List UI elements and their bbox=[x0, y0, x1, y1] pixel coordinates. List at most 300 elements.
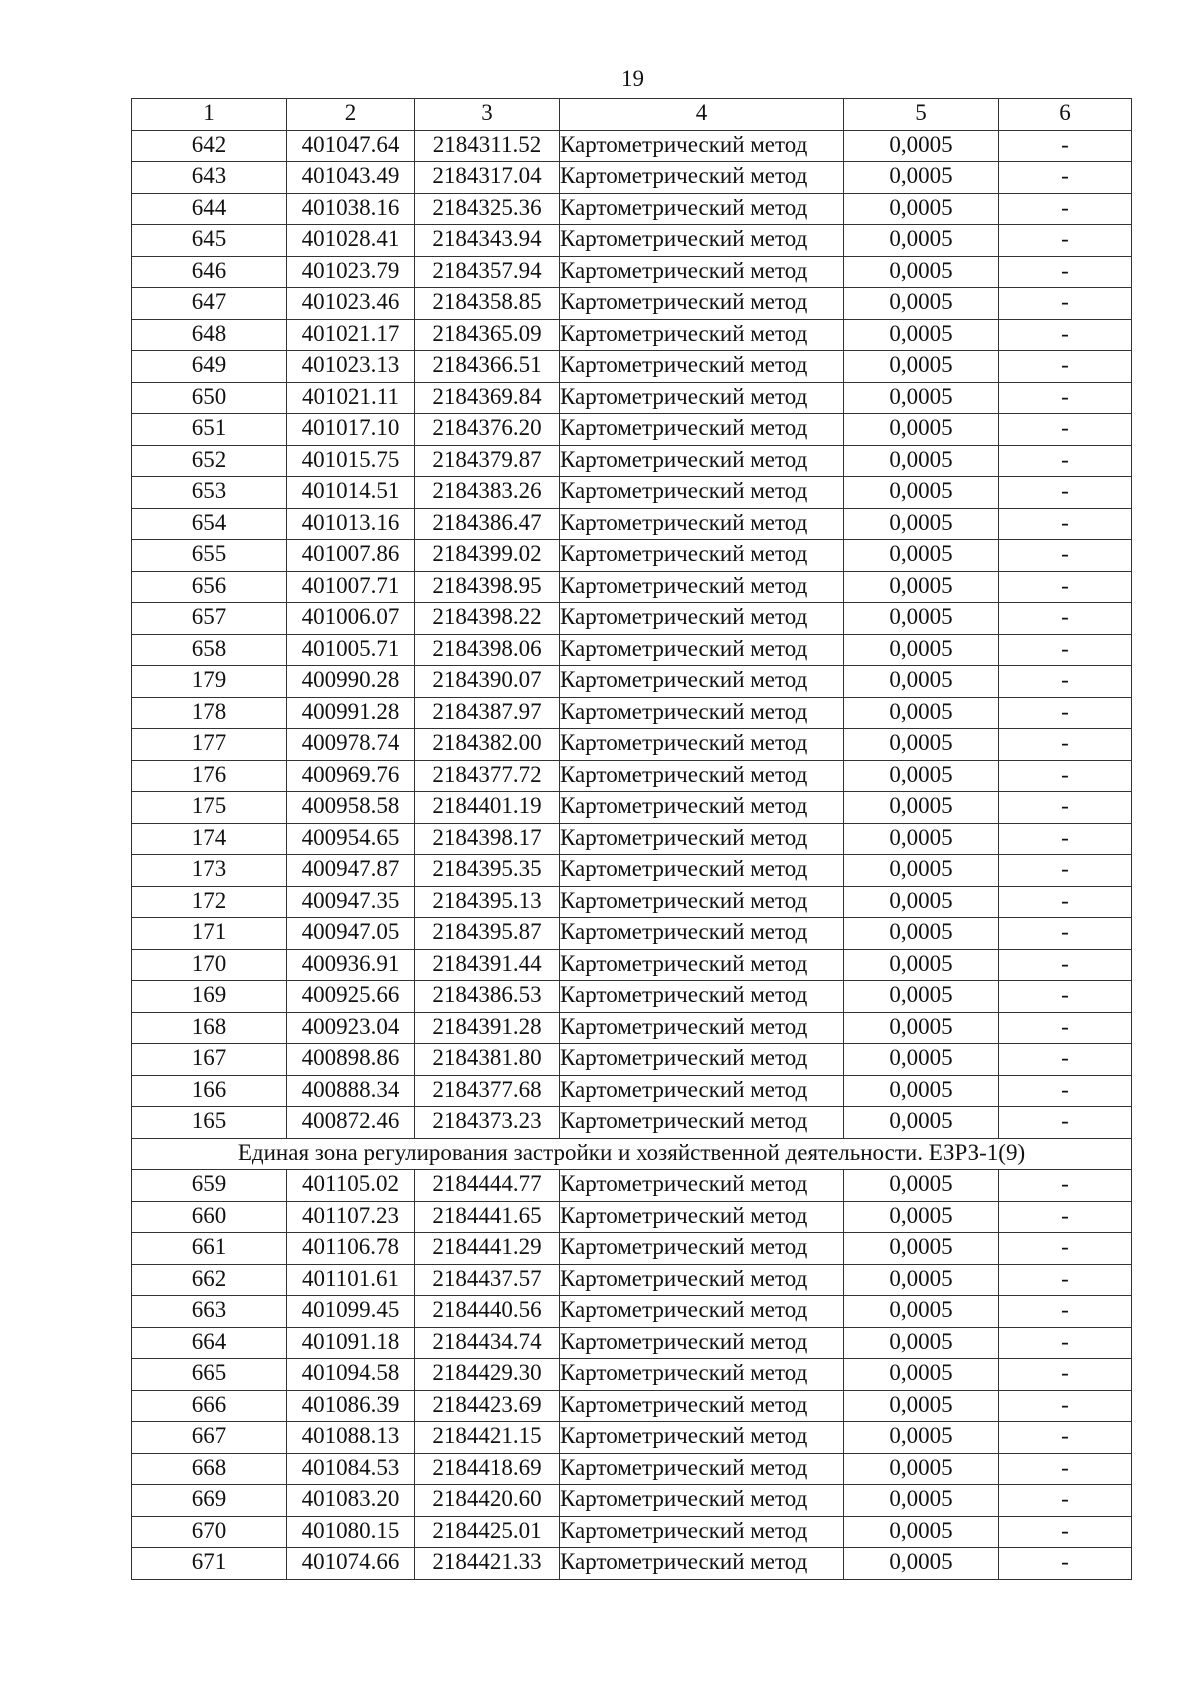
x-coordinate-cell: 401088.13 bbox=[287, 1422, 415, 1454]
x-coordinate-cell: 401023.13 bbox=[287, 351, 415, 383]
description-cell: - bbox=[999, 351, 1132, 383]
y-coordinate-cell: 2184434.74 bbox=[415, 1327, 560, 1359]
description-cell: - bbox=[999, 1107, 1132, 1139]
method-cell: Картометрический метод bbox=[560, 477, 844, 509]
y-coordinate-cell: 2184401.19 bbox=[415, 792, 560, 824]
point-number-cell: 660 bbox=[132, 1201, 287, 1233]
y-coordinate-cell: 2184366.51 bbox=[415, 351, 560, 383]
table-row bbox=[132, 886, 1132, 918]
description-cell: - bbox=[999, 540, 1132, 572]
y-coordinate-cell: 2184395.13 bbox=[415, 886, 560, 918]
y-coordinate-cell: 2184395.87 bbox=[415, 918, 560, 950]
point-number-cell: 175 bbox=[132, 792, 287, 824]
method-cell: Картометрический метод bbox=[560, 571, 844, 603]
section-title-row bbox=[132, 1138, 1132, 1170]
method-cell: Картометрический метод bbox=[560, 603, 844, 635]
point-number-cell: 668 bbox=[132, 1453, 287, 1485]
point-number-cell: 168 bbox=[132, 1012, 287, 1044]
description-cell: - bbox=[999, 634, 1132, 666]
x-coordinate-cell: 400947.87 bbox=[287, 855, 415, 887]
point-number-cell: 652 bbox=[132, 445, 287, 477]
accuracy-cell: 0,0005 bbox=[844, 760, 999, 792]
table-row bbox=[132, 823, 1132, 855]
method-cell: Картометрический метод bbox=[560, 760, 844, 792]
x-coordinate-cell: 401005.71 bbox=[287, 634, 415, 666]
y-coordinate-cell: 2184423.69 bbox=[415, 1390, 560, 1422]
accuracy-cell: 0,0005 bbox=[844, 1012, 999, 1044]
method-cell: Картометрический метод bbox=[560, 1548, 844, 1580]
method-cell: Картометрический метод bbox=[560, 130, 844, 162]
column-header: 4 bbox=[560, 99, 844, 131]
table-row bbox=[132, 1485, 1132, 1517]
table-row bbox=[132, 288, 1132, 320]
y-coordinate-cell: 2184386.53 bbox=[415, 981, 560, 1013]
method-cell: Картометрический метод bbox=[560, 1516, 844, 1548]
table-row bbox=[132, 1012, 1132, 1044]
y-coordinate-cell: 2184382.00 bbox=[415, 729, 560, 761]
y-coordinate-cell: 2184444.77 bbox=[415, 1170, 560, 1202]
description-cell: - bbox=[999, 288, 1132, 320]
y-coordinate-cell: 2184358.85 bbox=[415, 288, 560, 320]
accuracy-cell: 0,0005 bbox=[844, 1359, 999, 1391]
method-cell: Картометрический метод bbox=[560, 1075, 844, 1107]
description-cell: - bbox=[999, 1075, 1132, 1107]
y-coordinate-cell: 2184398.22 bbox=[415, 603, 560, 635]
x-coordinate-cell: 401105.02 bbox=[287, 1170, 415, 1202]
x-coordinate-cell: 401015.75 bbox=[287, 445, 415, 477]
y-coordinate-cell: 2184325.36 bbox=[415, 193, 560, 225]
point-number-cell: 657 bbox=[132, 603, 287, 635]
description-cell: - bbox=[999, 918, 1132, 950]
x-coordinate-cell: 401094.58 bbox=[287, 1359, 415, 1391]
point-number-cell: 649 bbox=[132, 351, 287, 383]
column-header: 5 bbox=[844, 99, 999, 131]
description-cell: - bbox=[999, 571, 1132, 603]
table-row bbox=[132, 193, 1132, 225]
y-coordinate-cell: 2184441.29 bbox=[415, 1233, 560, 1265]
description-cell: - bbox=[999, 1485, 1132, 1517]
table-row bbox=[132, 382, 1132, 414]
point-number-cell: 170 bbox=[132, 949, 287, 981]
y-coordinate-cell: 2184437.57 bbox=[415, 1264, 560, 1296]
point-number-cell: 653 bbox=[132, 477, 287, 509]
description-cell: - bbox=[999, 949, 1132, 981]
accuracy-cell: 0,0005 bbox=[844, 634, 999, 666]
accuracy-cell: 0,0005 bbox=[844, 1107, 999, 1139]
method-cell: Картометрический метод bbox=[560, 1327, 844, 1359]
point-number-cell: 669 bbox=[132, 1485, 287, 1517]
point-number-cell: 176 bbox=[132, 760, 287, 792]
point-number-cell: 177 bbox=[132, 729, 287, 761]
x-coordinate-cell: 401086.39 bbox=[287, 1390, 415, 1422]
y-coordinate-cell: 2184398.95 bbox=[415, 571, 560, 603]
accuracy-cell: 0,0005 bbox=[844, 1296, 999, 1328]
accuracy-cell: 0,0005 bbox=[844, 1390, 999, 1422]
point-number-cell: 171 bbox=[132, 918, 287, 950]
description-cell: - bbox=[999, 981, 1132, 1013]
y-coordinate-cell: 2184398.06 bbox=[415, 634, 560, 666]
y-coordinate-cell: 2184399.02 bbox=[415, 540, 560, 572]
description-cell: - bbox=[999, 1327, 1132, 1359]
table-row bbox=[132, 1516, 1132, 1548]
x-coordinate-cell: 401021.17 bbox=[287, 319, 415, 351]
accuracy-cell: 0,0005 bbox=[844, 792, 999, 824]
accuracy-cell: 0,0005 bbox=[844, 414, 999, 446]
point-number-cell: 650 bbox=[132, 382, 287, 414]
table-row bbox=[132, 1296, 1132, 1328]
description-cell: - bbox=[999, 414, 1132, 446]
method-cell: Картометрический метод bbox=[560, 1390, 844, 1422]
accuracy-cell: 0,0005 bbox=[844, 1264, 999, 1296]
accuracy-cell: 0,0005 bbox=[844, 823, 999, 855]
y-coordinate-cell: 2184421.33 bbox=[415, 1548, 560, 1580]
table-row bbox=[132, 1201, 1132, 1233]
y-coordinate-cell: 2184365.09 bbox=[415, 319, 560, 351]
x-coordinate-cell: 400898.86 bbox=[287, 1044, 415, 1076]
method-cell: Картометрический метод bbox=[560, 1264, 844, 1296]
accuracy-cell: 0,0005 bbox=[844, 855, 999, 887]
table-row bbox=[132, 634, 1132, 666]
column-header: 3 bbox=[415, 99, 560, 131]
accuracy-cell: 0,0005 bbox=[844, 603, 999, 635]
table-row bbox=[132, 1327, 1132, 1359]
table-row bbox=[132, 162, 1132, 194]
table-row bbox=[132, 666, 1132, 698]
description-cell: - bbox=[999, 382, 1132, 414]
description-cell: - bbox=[999, 886, 1132, 918]
accuracy-cell: 0,0005 bbox=[844, 1422, 999, 1454]
y-coordinate-cell: 2184357.94 bbox=[415, 256, 560, 288]
y-coordinate-cell: 2184343.94 bbox=[415, 225, 560, 257]
y-coordinate-cell: 2184440.56 bbox=[415, 1296, 560, 1328]
table-header-row bbox=[132, 99, 1132, 131]
column-header: 1 bbox=[132, 99, 287, 131]
accuracy-cell: 0,0005 bbox=[844, 508, 999, 540]
table-row bbox=[132, 1422, 1132, 1454]
method-cell: Картометрический метод bbox=[560, 918, 844, 950]
table-row bbox=[132, 729, 1132, 761]
method-cell: Картометрический метод bbox=[560, 414, 844, 446]
table-row bbox=[132, 1107, 1132, 1139]
method-cell: Картометрический метод bbox=[560, 351, 844, 383]
point-number-cell: 670 bbox=[132, 1516, 287, 1548]
table-row bbox=[132, 1075, 1132, 1107]
accuracy-cell: 0,0005 bbox=[844, 540, 999, 572]
x-coordinate-cell: 401091.18 bbox=[287, 1327, 415, 1359]
x-coordinate-cell: 401083.20 bbox=[287, 1485, 415, 1517]
accuracy-cell: 0,0005 bbox=[844, 949, 999, 981]
description-cell: - bbox=[999, 760, 1132, 792]
method-cell: Картометрический метод bbox=[560, 540, 844, 572]
x-coordinate-cell: 401043.49 bbox=[287, 162, 415, 194]
description-cell: - bbox=[999, 1453, 1132, 1485]
description-cell: - bbox=[999, 1201, 1132, 1233]
table-row bbox=[132, 949, 1132, 981]
method-cell: Картометрический метод bbox=[560, 886, 844, 918]
method-cell: Картометрический метод bbox=[560, 1201, 844, 1233]
description-cell: - bbox=[999, 729, 1132, 761]
x-coordinate-cell: 400947.35 bbox=[287, 886, 415, 918]
method-cell: Картометрический метод bbox=[560, 729, 844, 761]
table-row bbox=[132, 1359, 1132, 1391]
point-number-cell: 172 bbox=[132, 886, 287, 918]
y-coordinate-cell: 2184386.47 bbox=[415, 508, 560, 540]
point-number-cell: 647 bbox=[132, 288, 287, 320]
x-coordinate-cell: 401084.53 bbox=[287, 1453, 415, 1485]
x-coordinate-cell: 400969.76 bbox=[287, 760, 415, 792]
point-number-cell: 662 bbox=[132, 1264, 287, 1296]
x-coordinate-cell: 400888.34 bbox=[287, 1075, 415, 1107]
x-coordinate-cell: 401101.61 bbox=[287, 1264, 415, 1296]
y-coordinate-cell: 2184379.87 bbox=[415, 445, 560, 477]
description-cell: - bbox=[999, 1044, 1132, 1076]
coordinates-table bbox=[131, 98, 1132, 1580]
table-row bbox=[132, 855, 1132, 887]
table-row bbox=[132, 1170, 1132, 1202]
method-cell: Картометрический метод bbox=[560, 634, 844, 666]
x-coordinate-cell: 401107.23 bbox=[287, 1201, 415, 1233]
point-number-cell: 165 bbox=[132, 1107, 287, 1139]
method-cell: Картометрический метод bbox=[560, 288, 844, 320]
method-cell: Картометрический метод bbox=[560, 1012, 844, 1044]
table-row bbox=[132, 508, 1132, 540]
accuracy-cell: 0,0005 bbox=[844, 918, 999, 950]
point-number-cell: 179 bbox=[132, 666, 287, 698]
y-coordinate-cell: 2184383.26 bbox=[415, 477, 560, 509]
table-row bbox=[132, 256, 1132, 288]
y-coordinate-cell: 2184398.17 bbox=[415, 823, 560, 855]
accuracy-cell: 0,0005 bbox=[844, 1327, 999, 1359]
description-cell: - bbox=[999, 130, 1132, 162]
y-coordinate-cell: 2184418.69 bbox=[415, 1453, 560, 1485]
point-number-cell: 665 bbox=[132, 1359, 287, 1391]
point-number-cell: 661 bbox=[132, 1233, 287, 1265]
x-coordinate-cell: 400954.65 bbox=[287, 823, 415, 855]
point-number-cell: 658 bbox=[132, 634, 287, 666]
point-number-cell: 645 bbox=[132, 225, 287, 257]
description-cell: - bbox=[999, 855, 1132, 887]
x-coordinate-cell: 401021.11 bbox=[287, 382, 415, 414]
table-row bbox=[132, 351, 1132, 383]
y-coordinate-cell: 2184421.15 bbox=[415, 1422, 560, 1454]
method-cell: Картометрический метод bbox=[560, 949, 844, 981]
accuracy-cell: 0,0005 bbox=[844, 1044, 999, 1076]
x-coordinate-cell: 401028.41 bbox=[287, 225, 415, 257]
table-row bbox=[132, 414, 1132, 446]
description-cell: - bbox=[999, 319, 1132, 351]
point-number-cell: 642 bbox=[132, 130, 287, 162]
method-cell: Картометрический метод bbox=[560, 256, 844, 288]
x-coordinate-cell: 401099.45 bbox=[287, 1296, 415, 1328]
accuracy-cell: 0,0005 bbox=[844, 981, 999, 1013]
point-number-cell: 664 bbox=[132, 1327, 287, 1359]
y-coordinate-cell: 2184387.97 bbox=[415, 697, 560, 729]
y-coordinate-cell: 2184377.68 bbox=[415, 1075, 560, 1107]
x-coordinate-cell: 401007.86 bbox=[287, 540, 415, 572]
accuracy-cell: 0,0005 bbox=[844, 1170, 999, 1202]
x-coordinate-cell: 400925.66 bbox=[287, 981, 415, 1013]
accuracy-cell: 0,0005 bbox=[844, 697, 999, 729]
point-number-cell: 651 bbox=[132, 414, 287, 446]
method-cell: Картометрический метод bbox=[560, 1296, 844, 1328]
y-coordinate-cell: 2184429.30 bbox=[415, 1359, 560, 1391]
section-title: Единая зона регулирования застройки и хозяйственной деятельности. ЕЗРЗ-1(9) bbox=[132, 1138, 1132, 1170]
method-cell: Картометрический метод bbox=[560, 382, 844, 414]
table-row bbox=[132, 477, 1132, 509]
x-coordinate-cell: 400872.46 bbox=[287, 1107, 415, 1139]
method-cell: Картометрический метод bbox=[560, 1485, 844, 1517]
description-cell: - bbox=[999, 823, 1132, 855]
method-cell: Картометрический метод bbox=[560, 855, 844, 887]
table-row bbox=[132, 1264, 1132, 1296]
table-row bbox=[132, 1453, 1132, 1485]
method-cell: Картометрический метод bbox=[560, 792, 844, 824]
table-row bbox=[132, 918, 1132, 950]
point-number-cell: 656 bbox=[132, 571, 287, 603]
method-cell: Картометрический метод bbox=[560, 981, 844, 1013]
table-row bbox=[132, 130, 1132, 162]
x-coordinate-cell: 401074.66 bbox=[287, 1548, 415, 1580]
description-cell: - bbox=[999, 225, 1132, 257]
accuracy-cell: 0,0005 bbox=[844, 729, 999, 761]
description-cell: - bbox=[999, 193, 1132, 225]
accuracy-cell: 0,0005 bbox=[844, 1548, 999, 1580]
y-coordinate-cell: 2184441.65 bbox=[415, 1201, 560, 1233]
description-cell: - bbox=[999, 792, 1132, 824]
point-number-cell: 646 bbox=[132, 256, 287, 288]
accuracy-cell: 0,0005 bbox=[844, 256, 999, 288]
point-number-cell: 671 bbox=[132, 1548, 287, 1580]
x-coordinate-cell: 401038.16 bbox=[287, 193, 415, 225]
point-number-cell: 654 bbox=[132, 508, 287, 540]
y-coordinate-cell: 2184376.20 bbox=[415, 414, 560, 446]
description-cell: - bbox=[999, 1170, 1132, 1202]
y-coordinate-cell: 2184377.72 bbox=[415, 760, 560, 792]
accuracy-cell: 0,0005 bbox=[844, 225, 999, 257]
point-number-cell: 666 bbox=[132, 1390, 287, 1422]
y-coordinate-cell: 2184425.01 bbox=[415, 1516, 560, 1548]
point-number-cell: 169 bbox=[132, 981, 287, 1013]
table-row bbox=[132, 540, 1132, 572]
table-row bbox=[132, 981, 1132, 1013]
accuracy-cell: 0,0005 bbox=[844, 477, 999, 509]
method-cell: Картометрический метод bbox=[560, 193, 844, 225]
point-number-cell: 644 bbox=[132, 193, 287, 225]
description-cell: - bbox=[999, 1359, 1132, 1391]
point-number-cell: 643 bbox=[132, 162, 287, 194]
accuracy-cell: 0,0005 bbox=[844, 130, 999, 162]
y-coordinate-cell: 2184391.28 bbox=[415, 1012, 560, 1044]
x-coordinate-cell: 401106.78 bbox=[287, 1233, 415, 1265]
page-number: 19 bbox=[621, 66, 644, 91]
x-coordinate-cell: 400978.74 bbox=[287, 729, 415, 761]
table-body bbox=[132, 99, 1132, 1580]
description-cell: - bbox=[999, 1548, 1132, 1580]
x-coordinate-cell: 400947.05 bbox=[287, 918, 415, 950]
point-number-cell: 167 bbox=[132, 1044, 287, 1076]
method-cell: Картометрический метод bbox=[560, 319, 844, 351]
y-coordinate-cell: 2184311.52 bbox=[415, 130, 560, 162]
accuracy-cell: 0,0005 bbox=[844, 1516, 999, 1548]
description-cell: - bbox=[999, 1233, 1132, 1265]
description-cell: - bbox=[999, 1264, 1132, 1296]
y-coordinate-cell: 2184369.84 bbox=[415, 382, 560, 414]
method-cell: Картометрический метод bbox=[560, 1359, 844, 1391]
point-number-cell: 173 bbox=[132, 855, 287, 887]
x-coordinate-cell: 401006.07 bbox=[287, 603, 415, 635]
accuracy-cell: 0,0005 bbox=[844, 288, 999, 320]
accuracy-cell: 0,0005 bbox=[844, 445, 999, 477]
accuracy-cell: 0,0005 bbox=[844, 666, 999, 698]
x-coordinate-cell: 401017.10 bbox=[287, 414, 415, 446]
accuracy-cell: 0,0005 bbox=[844, 162, 999, 194]
point-number-cell: 655 bbox=[132, 540, 287, 572]
x-coordinate-cell: 401080.15 bbox=[287, 1516, 415, 1548]
description-cell: - bbox=[999, 666, 1132, 698]
method-cell: Картометрический метод bbox=[560, 1233, 844, 1265]
accuracy-cell: 0,0005 bbox=[844, 193, 999, 225]
description-cell: - bbox=[999, 1390, 1132, 1422]
x-coordinate-cell: 401013.16 bbox=[287, 508, 415, 540]
method-cell: Картометрический метод bbox=[560, 1044, 844, 1076]
accuracy-cell: 0,0005 bbox=[844, 1075, 999, 1107]
description-cell: - bbox=[999, 1296, 1132, 1328]
x-coordinate-cell: 401014.51 bbox=[287, 477, 415, 509]
y-coordinate-cell: 2184381.80 bbox=[415, 1044, 560, 1076]
point-number-cell: 178 bbox=[132, 697, 287, 729]
point-number-cell: 166 bbox=[132, 1075, 287, 1107]
x-coordinate-cell: 400991.28 bbox=[287, 697, 415, 729]
accuracy-cell: 0,0005 bbox=[844, 1453, 999, 1485]
y-coordinate-cell: 2184373.23 bbox=[415, 1107, 560, 1139]
table-row bbox=[132, 1390, 1132, 1422]
method-cell: Картометрический метод bbox=[560, 445, 844, 477]
accuracy-cell: 0,0005 bbox=[844, 1233, 999, 1265]
description-cell: - bbox=[999, 477, 1132, 509]
accuracy-cell: 0,0005 bbox=[844, 1201, 999, 1233]
table-row bbox=[132, 697, 1132, 729]
x-coordinate-cell: 401007.71 bbox=[287, 571, 415, 603]
point-number-cell: 174 bbox=[132, 823, 287, 855]
accuracy-cell: 0,0005 bbox=[844, 571, 999, 603]
accuracy-cell: 0,0005 bbox=[844, 319, 999, 351]
point-number-cell: 659 bbox=[132, 1170, 287, 1202]
point-number-cell: 667 bbox=[132, 1422, 287, 1454]
table-row bbox=[132, 445, 1132, 477]
y-coordinate-cell: 2184395.35 bbox=[415, 855, 560, 887]
table-row bbox=[132, 603, 1132, 635]
method-cell: Картометрический метод bbox=[560, 225, 844, 257]
description-cell: - bbox=[999, 1012, 1132, 1044]
method-cell: Картометрический метод bbox=[560, 697, 844, 729]
column-header: 6 bbox=[999, 99, 1132, 131]
method-cell: Картометрический метод bbox=[560, 666, 844, 698]
method-cell: Картометрический метод bbox=[560, 1422, 844, 1454]
y-coordinate-cell: 2184390.07 bbox=[415, 666, 560, 698]
description-cell: - bbox=[999, 508, 1132, 540]
description-cell: - bbox=[999, 603, 1132, 635]
accuracy-cell: 0,0005 bbox=[844, 886, 999, 918]
table-row bbox=[132, 792, 1132, 824]
description-cell: - bbox=[999, 256, 1132, 288]
method-cell: Картометрический метод bbox=[560, 1453, 844, 1485]
table-row bbox=[132, 760, 1132, 792]
method-cell: Картометрический метод bbox=[560, 1170, 844, 1202]
x-coordinate-cell: 400958.58 bbox=[287, 792, 415, 824]
accuracy-cell: 0,0005 bbox=[844, 1485, 999, 1517]
method-cell: Картометрический метод bbox=[560, 823, 844, 855]
x-coordinate-cell: 400936.91 bbox=[287, 949, 415, 981]
